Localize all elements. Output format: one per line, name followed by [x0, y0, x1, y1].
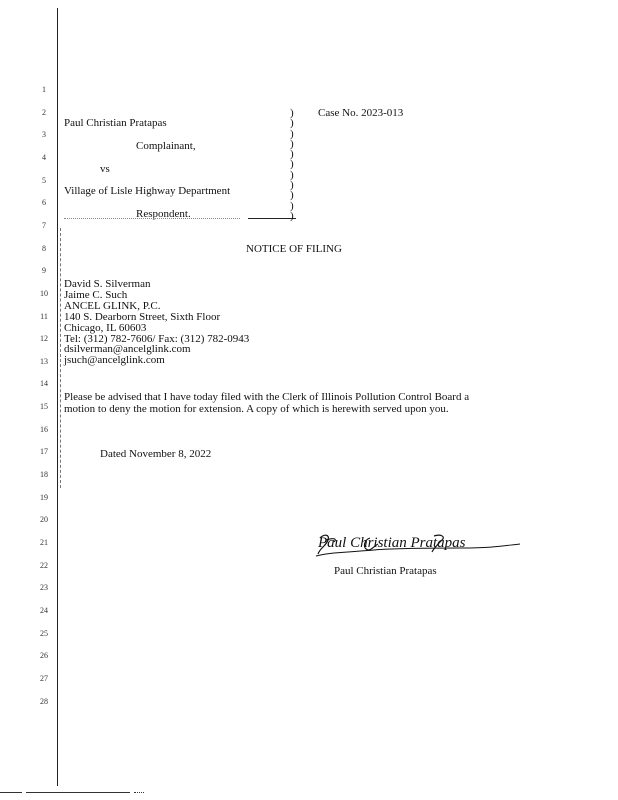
line-number: 5 [42, 176, 46, 185]
service-list-line: ANCEL GLINK, P.C. [64, 300, 161, 312]
line-number: 24 [40, 606, 48, 615]
versus-label: vs [100, 163, 110, 175]
body-line-2: motion to deny the motion for extension. A copy of which is herewith served upon you. [64, 403, 449, 415]
line-number: 11 [40, 312, 48, 321]
caption-underline [248, 218, 296, 219]
signature-script: Paul Christian Pratapas [318, 535, 466, 551]
respondent-name: Village of Lisle Highway Department [64, 185, 231, 197]
line-number: 16 [40, 425, 48, 434]
footer-rule-1 [0, 792, 22, 793]
document-title: NOTICE OF FILING [246, 243, 342, 255]
line-number: 28 [40, 697, 48, 706]
caption-dotted-line [64, 218, 240, 219]
line-number: 7 [42, 221, 46, 230]
service-list-line: dsilverman@ancelglink.com [64, 343, 191, 355]
service-list-line: 140 S. Dearborn Street, Sixth Floor [64, 311, 221, 323]
service-list-line: David S. Silverman [64, 278, 151, 290]
line-number: 4 [42, 153, 46, 162]
complainant-role: Complainant, [136, 140, 196, 152]
line-number: 17 [40, 447, 48, 456]
line-number: 22 [40, 561, 48, 570]
line-number: 6 [42, 198, 46, 207]
line-number: 2 [42, 108, 46, 117]
service-list-line: jsuch@ancelglink.com [64, 354, 165, 366]
signer-printed-name: Paul Christian Pratapas [334, 565, 437, 577]
line-number: 21 [40, 538, 48, 547]
footer-rule-3 [134, 792, 144, 793]
left-margin-dashed-rule [60, 228, 61, 488]
complainant-name: Paul Christian Pratapas [64, 117, 167, 129]
service-list-line: Tel: (312) 782-7606/ Fax: (312) 782-0943 [64, 333, 250, 345]
caption-paren-column: ) ) ) ) ) ) ) ) ) ) ) [290, 107, 294, 222]
body-line-1: Please be advised that I have today filed with the Clerk of Illinois Pollution Control Board a [64, 391, 470, 403]
line-number: 18 [40, 470, 48, 479]
service-list-line: Jaime C. Such [64, 289, 128, 301]
line-number: 8 [42, 244, 46, 253]
footer-rule-2 [26, 792, 130, 793]
line-number: 20 [40, 515, 48, 524]
left-margin-rule [57, 8, 58, 786]
respondent-role: Respondent. [136, 208, 191, 220]
line-number: 1 [42, 85, 46, 94]
line-number: 14 [40, 379, 48, 388]
line-number: 3 [42, 130, 46, 139]
line-number: 27 [40, 674, 48, 683]
dated-line: Dated November 8, 2022 [100, 448, 212, 460]
line-number: 12 [40, 334, 48, 343]
line-number: 19 [40, 493, 48, 502]
line-number: 25 [40, 629, 48, 638]
line-number: 26 [40, 651, 48, 660]
service-list-line: Chicago, IL 60603 [64, 322, 147, 334]
line-number: 23 [40, 583, 48, 592]
line-number: 15 [40, 402, 48, 411]
line-number: 10 [40, 289, 48, 298]
case-number: Case No. 2023-013 [318, 107, 404, 119]
line-number: 13 [40, 357, 48, 366]
line-number: 9 [42, 266, 46, 275]
handwritten-signature [312, 530, 524, 562]
